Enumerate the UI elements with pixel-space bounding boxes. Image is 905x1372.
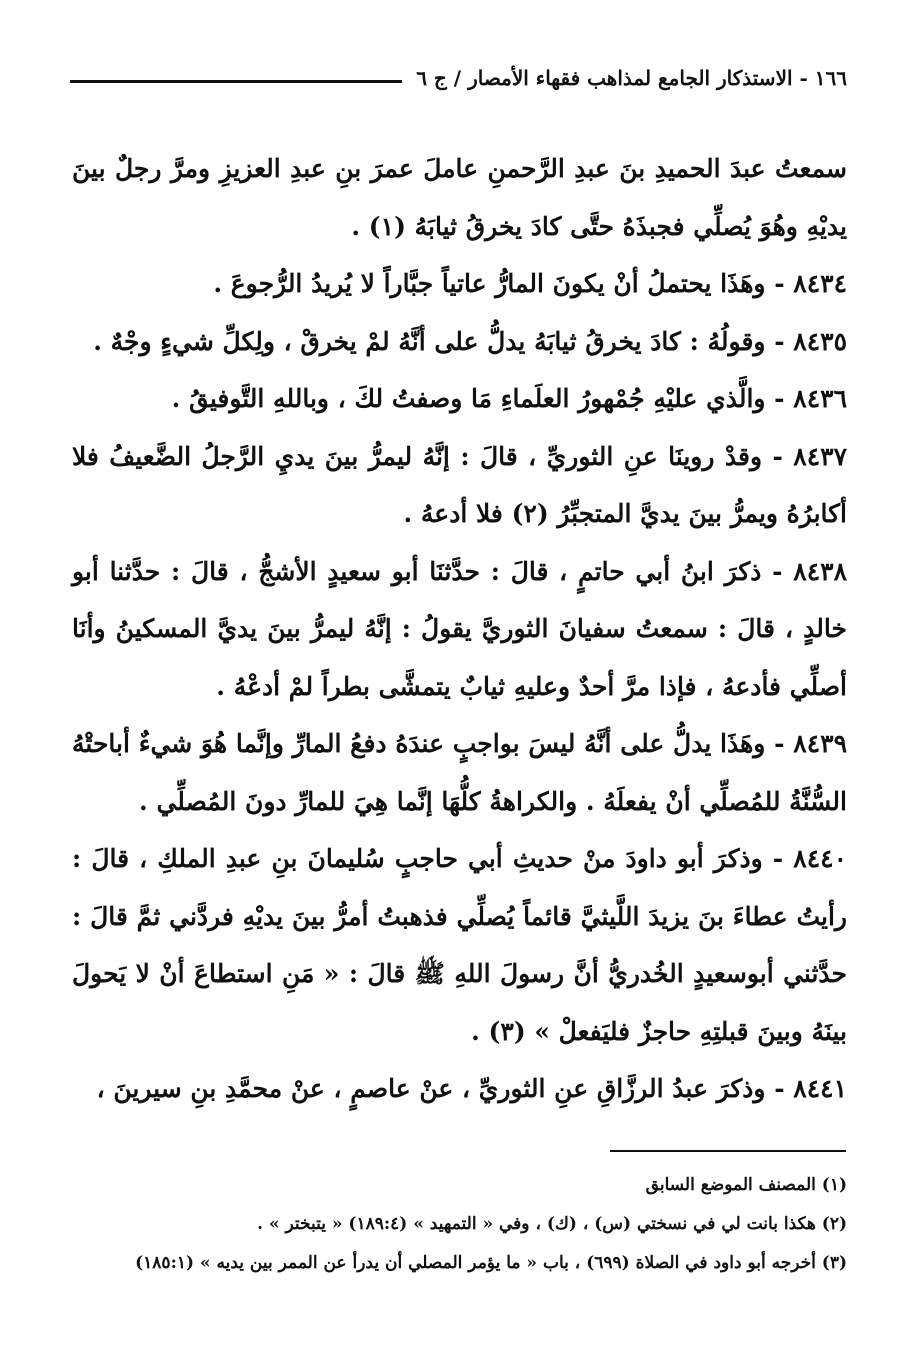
paragraph: ٨٤٣٩ - وهَذَا يدلُّ على أنَّهُ ليسَ بواجبٍ عندَهُ دفعُ المارِّ وإنَّما هُوَ شيءٌ أباحتْهُ السُّنَّةُ للمُصلِّي أنْ يفعلَهُ . والكراهةُ كلُّهَا إنَّما هِيَ للمارِّ دونَ المُصلِّي . (72, 729, 847, 816)
header-title: ١٦٦ - الاستذكار الجامع لمذاهب فقهاء الأمصار / ج ٦ (416, 66, 847, 90)
paragraph: ٨٤٤١ - وذكرَ عبدُ الرزَّاقِ عنِ الثوريِّ ، عنْ عاصمٍ ، عنْ محمَّدِ بنِ سيرينَ ، (96, 1074, 847, 1103)
header-rule (70, 80, 402, 83)
footnote: (٣) أخرجه أبو داود في الصلاة (٦٩٩) ، باب « ما يؤمر المصلي أن يدرأ عن الممر بين يديه » (١٨٥:١) (135, 1253, 847, 1273)
footnote: (١) المصنف الموضع السابق (645, 1175, 847, 1195)
paragraph: ٨٤٣٨ - ذكرَ ابنُ أبي حاتمٍ ، قالَ : حدَّثنَا أبو سعيدٍ الأشجُّ ، قالَ : حدَّثنا أبو خالدٍ ، قالَ : سمعتُ سفيانَ الثوريَّ يقولُ : إنَّهُ ليمرُّ بينَ يديَّ المسكينُ وأنَا أصلِّي فأدعهُ ، فإذا مرَّ أحدٌ وعليهِ ثيابٌ يتمشَّى بطراً لمْ أدعْهُ . (72, 556, 847, 701)
paragraph: ٨٤٣٤ - وهَذَا يحتملُ أنْ يكونَ المارُّ عاتياً جبَّاراً لا يُريدُ الرُّجوعَ . (213, 269, 847, 298)
footnotes (72, 1166, 847, 1283)
footnote-separator (610, 1150, 846, 1152)
paragraph: ٨٤٤٠ - وذكرَ أبو داودَ منْ حديثِ أبي حاجبٍ سُليمانَ بنِ عبدِ الملكِ ، قالَ : رأيتُ عطاءَ بنَ يزيدَ اللَّيثيَّ قائماً يُصلِّي فذهبتُ أمرُّ بينَ يديْهِ فردَّني ثمَّ قالَ : حدَّثني أبوسعيدٍ الخُدريُّ أنَّ رسولَ اللهِ ﷺ قالَ : « مَنِ استطاعَ أنْ لا يَحولَ بينَهُ وبينَ قبلتِهِ حاجزٌ فليَفعلْ » (٣) . (72, 844, 847, 1046)
paragraph: سمعتُ عبدَ الحميدِ بنَ عبدِ الرَّحمنِ عاملَ عمرَ بنِ عبدِ العزيزِ ومرَّ رجلٌ بينَ يديْهِ وهُوَ يُصلِّي فجبذَهُ حتَّى كادَ يخرقُ ثيابَهُ (١) . (72, 154, 847, 241)
paragraph: ٨٤٣٦ - والَّذي عليْهِ جُمْهورُ العلَماءِ مَا وصفتُ لكَ ، وباللهِ التَّوفيقُ . (171, 384, 847, 413)
footnote: (٢) هكذا بانت لي في نسختي (س) ، (ك) ، وفي « التمهيد » (١٨٩:٤) « يتبختر » . (257, 1214, 847, 1234)
paragraph: ٨٤٣٧ - وقدْ روينَا عنِ الثوريِّ ، قالَ : إنَّهُ ليمرُّ بينَ يديِ الرَّجلُ الضَّعيفُ فلا أكابرُهُ ويمرُّ بينَ يديَّ المتجبِّرُ (٢) فلا أدعهُ . (72, 441, 847, 528)
main-text (72, 140, 847, 1118)
running-header (70, 58, 847, 98)
paragraph: ٨٤٣٥ - وقولُهُ : كادَ يخرقُ ثيابَهُ يدلُّ على أنَّهُ لمْ يخرقْ ، ولِكلِّ شيءٍ وجْهٌ . (93, 326, 847, 356)
